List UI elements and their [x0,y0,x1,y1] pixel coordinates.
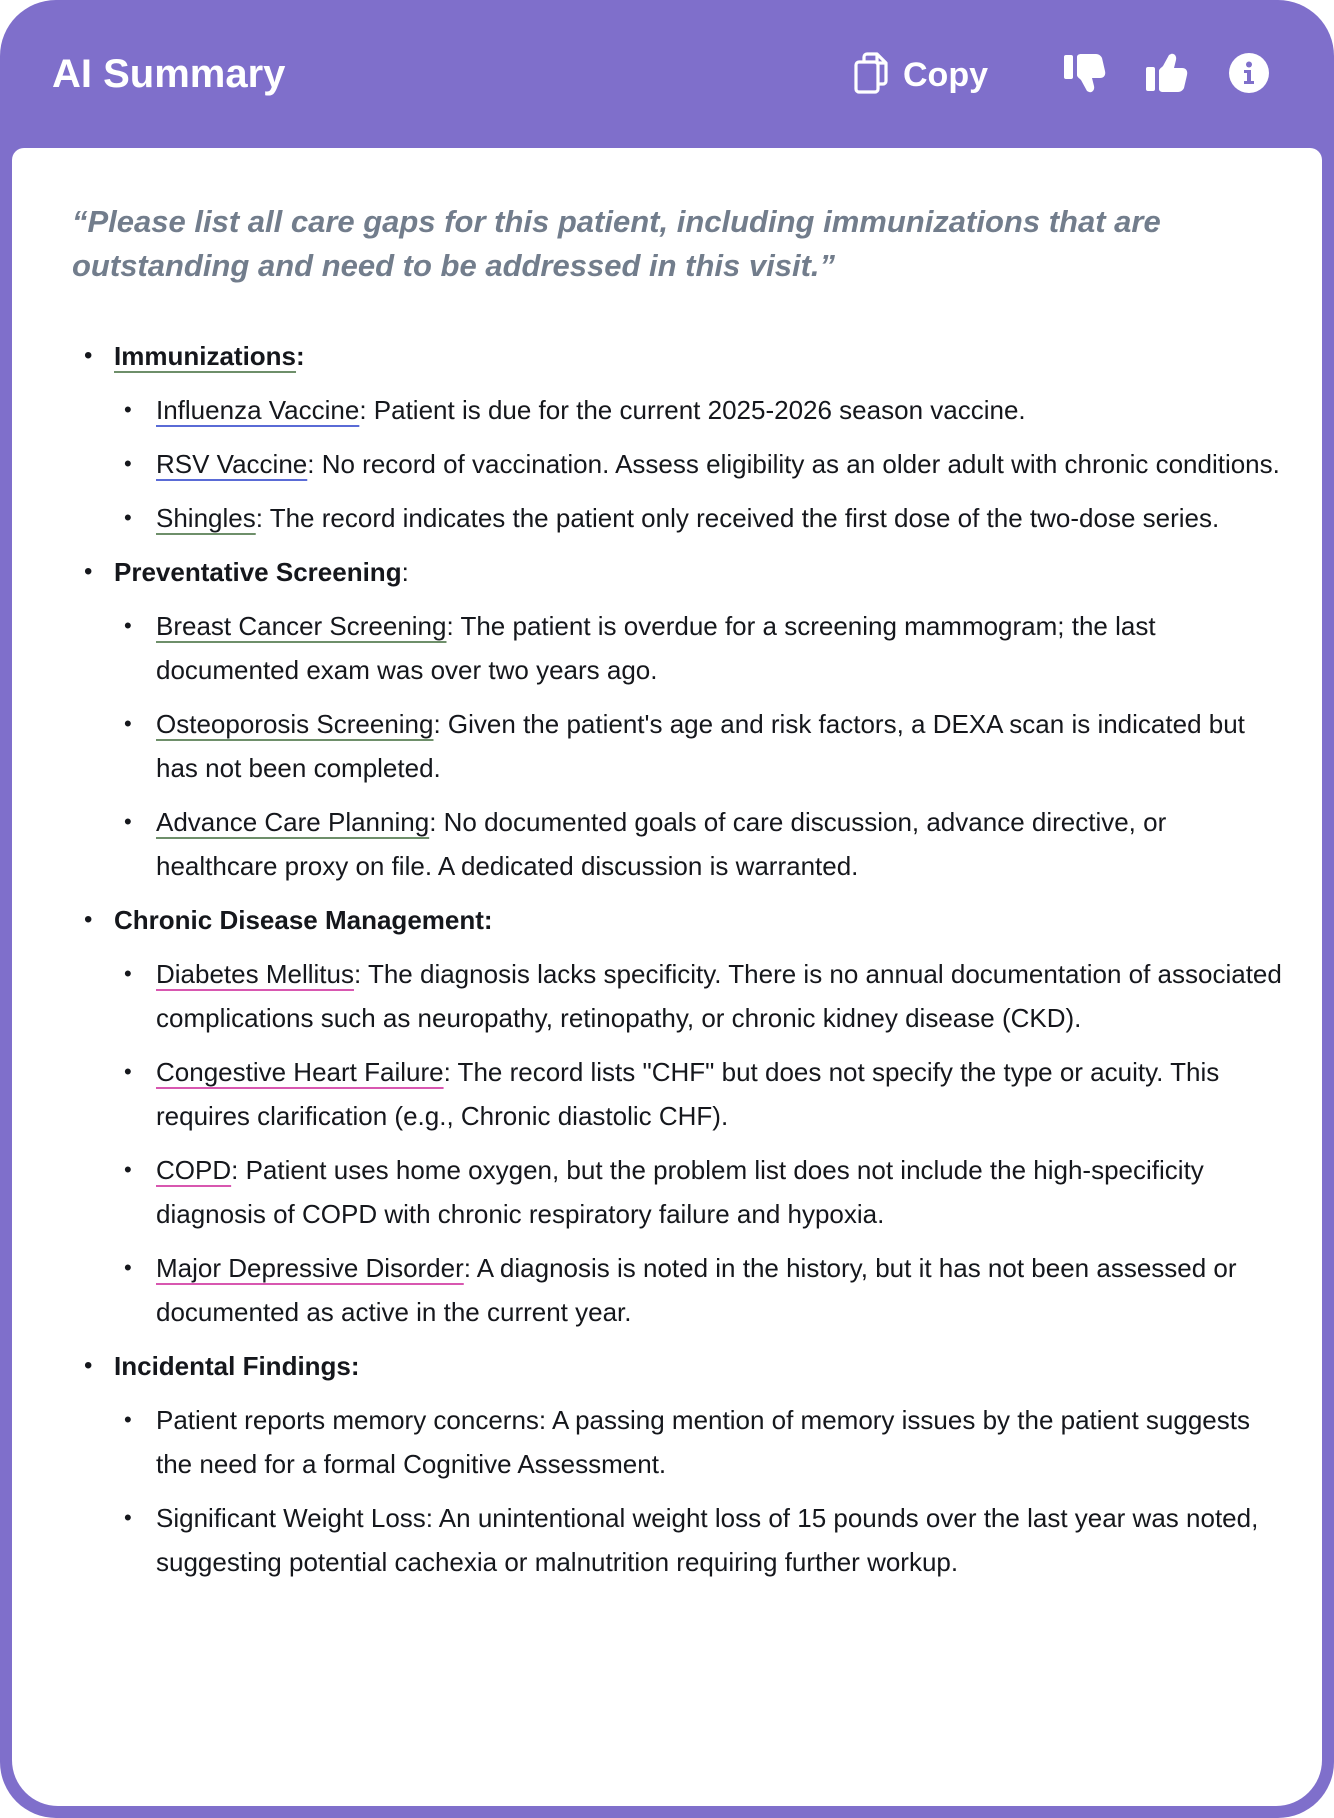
info-button[interactable] [1224,50,1274,100]
shingles-link[interactable]: Shingles [156,503,256,533]
list-item: • Major Depressive Disorder: A diagnosis is noted in the history, but it has not been assessed or documented as active in the current year. [82,1246,1282,1334]
item-list [114,1398,1282,1584]
copd-link[interactable]: COPD [156,1155,232,1185]
list-item: • RSV Vaccine: No record of vaccination. Assess eligibility as an older adult with chronic conditions. [82,442,1282,486]
user-prompt-quote: “Please list all care gaps for this patient, including immunizations that are outstanding and need to be addressed in this visit.” [72,204,1161,283]
list-item: • Breast Cancer Screening: The patient is overdue for a screening mammogram; the last documented exam was over two years ago. [82,604,1282,692]
list-item: • Influenza Vaccine: Patient is due for the current 2025-2026 season vaccine. [82,388,1282,432]
section-chronic-disease-management [82,898,1282,1334]
breast-cancer-screening-link[interactable]: Breast Cancer Screening [156,611,447,641]
thumbs-up-icon [1144,51,1190,100]
section-immunizations [82,334,1282,540]
major-depressive-disorder-link[interactable]: Major Depressive Disorder [156,1253,464,1283]
list-item: • Congestive Heart Failure: The record lists "CHF" but does not specify the type or acuity. This requires clarification (e.g., Chronic diastolic CHF). [82,1050,1282,1138]
section-heading: Immunizations: [114,341,305,371]
list-item: • Advance Care Planning: No documented goals of care discussion, advance directive, or healthcare proxy on file. A dedicated discussion is warranted. [82,800,1282,888]
info-icon [1228,52,1270,99]
list-item: • Patient reports memory concerns: A passing mention of memory issues by the patient suggests the need for a formal Cognitive Assessment. [82,1398,1282,1486]
card-header [0,0,1334,148]
thumbs-down-icon [1062,51,1108,100]
thumbs-up-button[interactable] [1142,50,1192,100]
item-list [114,388,1282,540]
item-list [114,604,1282,888]
advance-care-planning-link[interactable]: Advance Care Planning [156,807,430,837]
section-list [82,334,1282,1584]
copy-button[interactable] [853,52,988,99]
section-preventative-screening [82,550,1282,888]
card-title: AI Summary [52,52,286,96]
summary-body [12,148,1322,1806]
influenza-vaccine-link[interactable]: Influenza Vaccine [156,395,360,425]
list-item: • Osteoporosis Screening: Given the patient's age and risk factors, a DEXA scan is indicated but has not been completed. [82,702,1282,790]
section-heading-link[interactable]: Immunizations [114,341,297,371]
copy-icon [853,52,889,99]
rsv-vaccine-link[interactable]: RSV Vaccine [156,449,308,479]
section-heading: Preventative Screening: [114,557,409,587]
section-heading: Incidental Findings: [114,1351,360,1381]
section-heading: Chronic Disease Management: [114,905,493,935]
copy-button-label: Copy [903,55,988,94]
item-list [114,952,1282,1334]
header-actions [853,46,1274,104]
diabetes-mellitus-link[interactable]: Diabetes Mellitus [156,959,354,989]
list-item: • Significant Weight Loss: An unintentional weight loss of 15 pounds over the last year was noted, suggesting potential cachexia or malnutrition requiring further workup. [82,1496,1282,1584]
summary-content [82,334,1282,1594]
osteoporosis-screening-link[interactable]: Osteoporosis Screening [156,709,434,739]
thumbs-down-button[interactable] [1060,50,1110,100]
section-incidental-findings [82,1344,1282,1584]
list-item: • COPD: Patient uses home oxygen, but the problem list does not include the high-specificity diagnosis of COPD with chronic respiratory failure and hypoxia. [82,1148,1282,1236]
congestive-heart-failure-link[interactable]: Congestive Heart Failure [156,1057,444,1087]
list-item: • Diabetes Mellitus: The diagnosis lacks specificity. There is no annual documentation of associated complications such as neuropathy, retinopathy, or chronic kidney disease (CKD). [82,952,1282,1040]
list-item: • Shingles: The record indicates the patient only received the first dose of the two-dose series. [82,496,1282,540]
